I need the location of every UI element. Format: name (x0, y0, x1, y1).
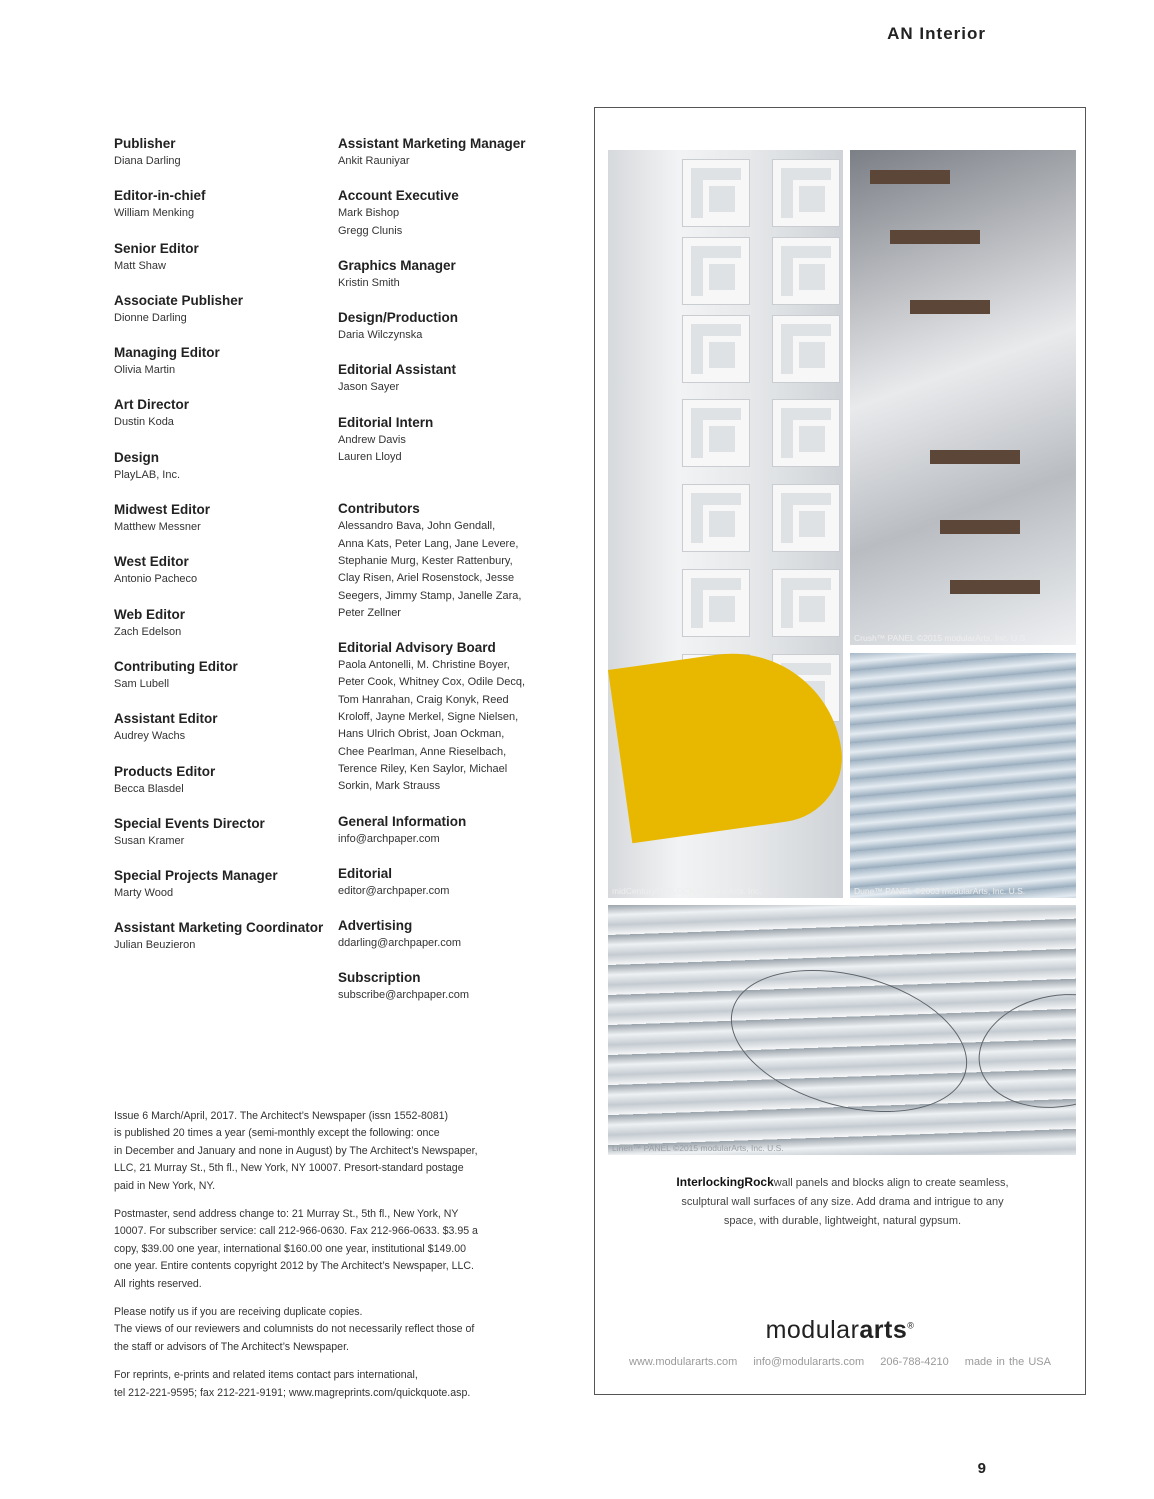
staff-name: PlayLAB, Inc. (114, 468, 181, 481)
role-title: West Editor (114, 554, 189, 570)
role-title: Midwest Editor (114, 502, 211, 518)
staff-name: Clay Risen, Ariel Rosenstock, Jesse (338, 572, 515, 585)
contact-email: ddarling@archpaper.com (338, 937, 462, 950)
stair-tread (870, 170, 950, 184)
wire-chair-shape (715, 946, 983, 1136)
masthead-entry (114, 344, 329, 379)
note-line: paid in New York, NY. (114, 1179, 216, 1192)
staff-name: Olivia Martin (114, 364, 176, 377)
block-tile (773, 160, 839, 226)
stair-tread (940, 520, 1020, 534)
block-tile (683, 316, 749, 382)
role-title: Account Executive (338, 188, 459, 204)
masthead-entry (338, 135, 558, 170)
note-line: tel 212-221-9595; fax 212-221-9191; www.magreprints.com/quickquote.asp. (114, 1386, 471, 1399)
staff-name: Terence Riley, Ken Saylor, Michael (338, 762, 508, 775)
role-title: Editor-in-chief (114, 188, 206, 204)
linen-panel-photo (608, 905, 1076, 1155)
role-title: Web Editor (114, 606, 186, 622)
logo-text-bold: arts (859, 1316, 908, 1344)
dune-panel-photo (850, 653, 1076, 898)
masthead-entry (114, 658, 329, 693)
role-title: Publisher (114, 136, 176, 151)
staff-name: Chee Pearlman, Anne Rieselbach, (338, 745, 507, 758)
product-name: InterlockingRock (676, 1175, 774, 1189)
made-in-label: made in the USA (964, 1356, 1051, 1368)
masthead-left-column (114, 135, 329, 972)
role-title: Associate Publisher (114, 292, 244, 308)
block-tile (773, 316, 839, 382)
staff-name: Zach Edelson (114, 625, 182, 638)
masthead-entry (114, 815, 329, 850)
masthead-entry (338, 865, 558, 900)
staff-name: Jason Sayer (338, 381, 400, 394)
ad-copy-line: sculptural wall surfaces of any size. Add drama and intrigue to any (681, 1196, 1004, 1208)
masthead-right-column (338, 135, 558, 1022)
role-title: Senior Editor (114, 240, 199, 256)
staff-name: Hans Ulrich Obrist, Joan Ockman, (338, 728, 505, 741)
disclaimer-note (114, 1304, 514, 1356)
note-line: Postmaster, send address change to: 21 Murray St., 5th fl., New York, NY (114, 1208, 459, 1221)
note-line: the staff or advisors of The Architect’s Newspaper. (114, 1340, 349, 1353)
staff-name: Sorkin, Mark Strauss (338, 780, 441, 793)
staff-name: Antonio Pacheco (114, 573, 198, 586)
note-line: copy, $39.00 one year, international $160.00 one year, institutional $149.00 (114, 1242, 467, 1255)
masthead-entry (114, 135, 329, 170)
column-spacer (338, 483, 558, 500)
role-title: Graphics Manager (338, 257, 456, 273)
note-line: is published 20 times a year (semi-monthly except the following: once (114, 1127, 440, 1140)
note-line: Please notify us if you are receiving duplicate copies. (114, 1306, 363, 1319)
staff-name: Matthew Messner (114, 521, 201, 534)
contact-email: subscribe@archpaper.com (338, 989, 470, 1002)
block-tile (773, 238, 839, 304)
role-title: Assistant Editor (114, 711, 218, 727)
masthead-entry (338, 969, 558, 1004)
block-tile (683, 400, 749, 466)
ad-contact-line (595, 1356, 1085, 1368)
staff-name: Alessandro Bava, John Gendall, (338, 520, 496, 533)
role-title: Editorial Assistant (338, 362, 457, 378)
role-title: Contributing Editor (114, 658, 238, 674)
role-title: Design/Production (338, 310, 459, 326)
masthead-entry (114, 396, 329, 431)
note-line: 10007. For subscriber service: call 212-966-0630. Fax 212-966-0633. $3.95 a (114, 1225, 478, 1238)
masthead-entry (338, 500, 558, 622)
stair-tread (890, 230, 980, 244)
block-tile (773, 485, 839, 551)
website-link[interactable]: www.modulararts.com (629, 1356, 738, 1368)
staff-name: Anna Kats, Peter Lang, Jane Levere, (338, 537, 519, 550)
block-tile (683, 160, 749, 226)
staff-name: Kristin Smith (338, 276, 400, 289)
role-title: Subscription (338, 970, 421, 986)
block-tile (773, 400, 839, 466)
photo-caption: Dune™ PANEL ©2003 modularArts, Inc. U.S. (854, 886, 1026, 896)
block-tile (683, 238, 749, 304)
staff-name: Julian Beuzieron (114, 939, 196, 952)
reprints-note (114, 1367, 514, 1402)
block-tile (683, 570, 749, 636)
role-title: Special Events Director (114, 815, 265, 831)
staff-name: Peter Cook, Whitney Cox, Odile Decq, (338, 676, 526, 689)
role-title: Editorial Advisory Board (338, 640, 496, 656)
note-line: one year. Entire contents copyright 2012 by The Architect’s Newspaper, LLC. (114, 1260, 475, 1273)
masthead-entry (114, 606, 329, 641)
staff-name: Tom Hanrahan, Craig Konyk, Reed (338, 693, 509, 706)
role-title: Art Director (114, 397, 190, 413)
ad-copy (635, 1173, 1050, 1231)
email-link[interactable]: info@modulararts.com (753, 1356, 865, 1368)
role-title: Editorial Intern (338, 414, 434, 430)
issue-note (114, 1108, 514, 1195)
staff-name: Marty Wood (114, 887, 174, 900)
masthead-entry (114, 501, 329, 536)
masthead-entry (338, 414, 558, 467)
section-title: AN Interior (887, 24, 986, 43)
crush-panel-photo (850, 150, 1076, 645)
staff-name: Diana Darling (114, 155, 181, 167)
masthead-entry (338, 257, 558, 292)
modulararts-advertisement (594, 107, 1086, 1395)
photo-caption: midCentury™ BLOCK modularArts, Inc. (612, 886, 762, 896)
masthead-entry (114, 763, 329, 798)
staff-name: Paola Antonelli, M. Christine Boyer, (338, 659, 510, 672)
staff-name: Lauren Lloyd (338, 451, 402, 464)
photo-caption: Linen™ PANEL ©2015 modularArts, Inc. U.S. (612, 1143, 784, 1153)
staff-name: Matt Shaw (114, 259, 166, 272)
block-wall-photo (608, 150, 843, 898)
staff-name: Seegers, Jimmy Stamp, Janelle Zara, (338, 589, 522, 602)
masthead-entry (114, 292, 329, 327)
role-title: Managing Editor (114, 345, 220, 361)
note-line: LLC, 21 Murray St., 5th fl., New York, NY 10007. Presort-standard postage (114, 1162, 464, 1175)
masthead-entry (338, 309, 558, 344)
page-number: 9 (977, 1460, 986, 1477)
note-line: For reprints, e-prints and related items contact pars international, (114, 1369, 418, 1382)
note-line: Issue 6 March/April, 2017. The Architect’s Newspaper (issn 1552-8081) (114, 1110, 449, 1122)
masthead-entry (338, 813, 558, 848)
masthead-entry (114, 710, 329, 745)
staff-name: Stephanie Murg, Kester Rattenbury, (338, 554, 513, 567)
ad-copy-line: wall panels and blocks align to create seamless, (773, 1177, 1009, 1189)
role-title: Special Projects Manager (114, 868, 278, 884)
role-title: Products Editor (114, 763, 216, 779)
photo-caption: Crush™ PANEL ©2015 modularArts, Inc. U.S. (854, 633, 1028, 643)
staff-name: Peter Zellner (338, 606, 401, 619)
role-title: General Information (338, 813, 467, 829)
postmaster-note (114, 1206, 514, 1293)
contact-email: info@archpaper.com (338, 832, 440, 845)
publication-notes (114, 1108, 514, 1413)
staff-name: Sam Lubell (114, 677, 170, 690)
logo-text: modular (765, 1316, 860, 1344)
masthead-entry (114, 919, 329, 954)
masthead-entry (114, 553, 329, 588)
masthead-entry (338, 361, 558, 396)
role-title: Editorial (338, 865, 393, 881)
masthead-entry (338, 639, 558, 795)
staff-name: Andrew Davis (338, 433, 406, 446)
role-title: Assistant Marketing Manager (338, 136, 526, 151)
block-tile (683, 485, 749, 551)
phone-number: 206-788-4210 (880, 1356, 949, 1368)
masthead-entry (114, 867, 329, 902)
masthead-entry (114, 187, 329, 222)
role-title: Advertising (338, 918, 413, 934)
stair-tread (930, 450, 1020, 464)
staff-name: William Menking (114, 207, 195, 220)
stair-tread (950, 580, 1040, 594)
staff-name: Gregg Clunis (338, 224, 403, 237)
staff-name: Daria Wilczynska (338, 329, 423, 342)
role-title: Design (114, 449, 160, 465)
staff-name: Dionne Darling (114, 311, 187, 324)
note-line: All rights reserved. (114, 1277, 202, 1290)
masthead-entry (114, 240, 329, 275)
staff-name: Susan Kramer (114, 834, 185, 847)
staff-name: Mark Bishop (338, 207, 400, 220)
note-line: The views of our reviewers and columnists do not necessarily reflect those of (114, 1323, 475, 1336)
wire-chair-shape (970, 982, 1076, 1120)
stair-tread (910, 300, 990, 314)
staff-name: Dustin Koda (114, 416, 174, 429)
staff-name: Becca Blasdel (114, 782, 184, 795)
staff-name: Audrey Wachs (114, 730, 186, 743)
note-line: in December and January and none in August) by The Architect’s Newspaper, (114, 1144, 478, 1157)
masthead-entry (114, 449, 329, 484)
masthead-entry (338, 187, 558, 240)
contact-email: editor@archpaper.com (338, 884, 450, 897)
block-tile (773, 570, 839, 636)
role-title: Assistant Marketing Coordinator (114, 920, 324, 936)
brand-logo: modulararts® (765, 1316, 915, 1344)
masthead-entry (338, 917, 558, 952)
ad-copy-line: space, with durable, lightweight, natural gypsum. (723, 1215, 962, 1227)
role-title: Contributors (338, 501, 420, 517)
staff-name: Ankit Rauniyar (338, 155, 410, 167)
staff-name: Kroloff, Jayne Merkel, Signe Nielsen, (338, 711, 519, 724)
